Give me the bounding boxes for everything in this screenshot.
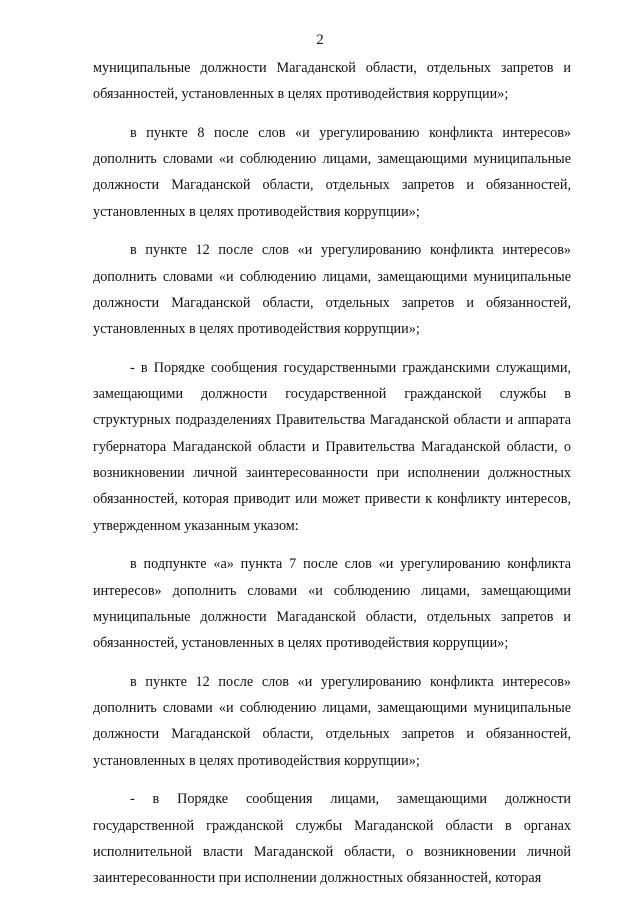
page-number: 2 <box>316 32 324 48</box>
paragraph: - в Порядке сообщения лицами, замещающими должности государственной гражданской службы Магаданской области в органах исполнительной власти Магаданской области, о возникновении личной заинтересованности при исполнении должностных обязанностей, которая <box>93 791 571 887</box>
paragraph: - в Порядке сообщения государственными гражданскими служащими, замещающими должности государственной гражданской службы в структурных подразделениях Правительства Магаданской области и аппарата губернатора Магаданской области и Правительства Магаданской области, о возникновении личной заинтересованности при исполнении должностных обязанностей, которая приводит или может привести к конфликту интересов, утвержденном указанным указом: <box>93 359 571 534</box>
paragraph: в пункте 8 после слов «и урегулированию конфликта интересов» дополнить словами «и соблюдению лицами, замещающими муниципальные должности Магаданской области, отдельных запретов и обязанностей, установленных в целях противодействия коррупции»; <box>93 124 571 220</box>
paragraph: в пункте 12 после слов «и урегулированию конфликта интересов» дополнить словами «и соблюдению лицами, замещающими муниципальные должности Магаданской области, отдельных запретов и обязанностей, установленных в целях противодействия коррупции»; <box>93 242 571 338</box>
paragraph: в подпункте «а» пункта 7 после слов «и урегулированию конфликта интересов» дополнить словами «и соблюдению лицами, замещающими муниципальные должности Магаданской области, отдельных запретов и обязанностей, установленных в целях противодействия коррупции»; <box>93 556 571 652</box>
paragraph: в пункте 12 после слов «и урегулированию конфликта интересов» дополнить словами «и соблюдению лицами, замещающими муниципальные должности Магаданской области, отдельных запретов и обязанностей, установленных в целях противодействия коррупции»; <box>93 673 571 769</box>
paragraph-continuation: муниципальные должности Магаданской области, отдельных запретов и обязанностей, установленных в целях противодействия коррупции»; <box>93 60 571 103</box>
document-body <box>93 55 571 904</box>
